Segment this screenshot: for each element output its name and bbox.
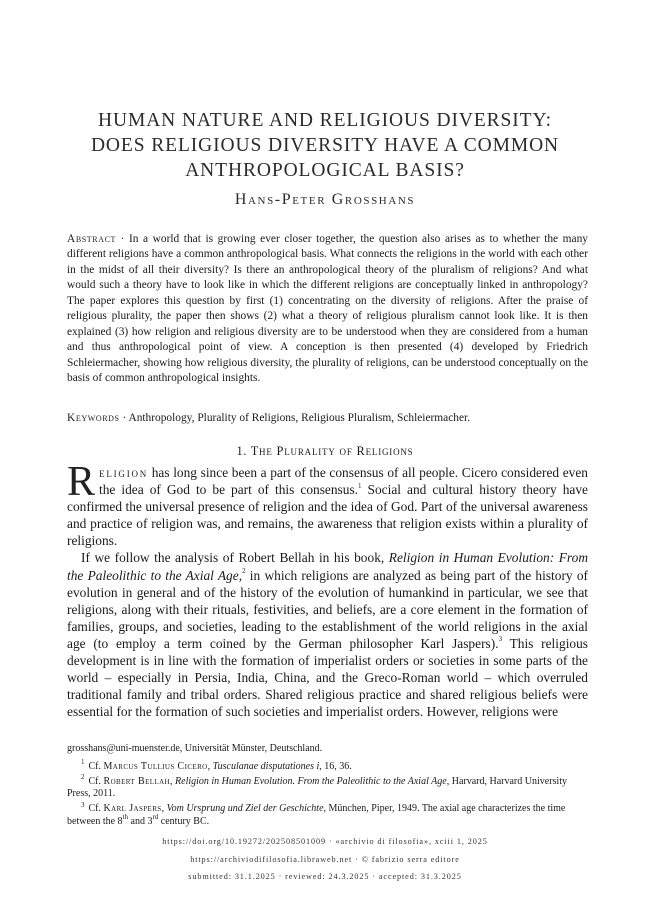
paragraph-text: If we follow the analysis of Robert Bellah in his book,	[81, 550, 389, 566]
keywords	[67, 411, 588, 426]
footnote-rest: century BC.	[158, 815, 210, 827]
footnote-rest: , München, Piper, 1949. The axial age characterizes the time between the 8	[67, 803, 566, 827]
footnote-number: 3	[81, 800, 85, 809]
footnote-prefix: Cf.	[88, 775, 104, 787]
title-line: HUMAN NATURE AND RELIGIOUS DIVERSITY:	[98, 110, 552, 131]
abstract-separator: ·	[116, 233, 129, 245]
cited-work: Tusculanae disputationes i	[212, 760, 320, 772]
cited-author: Robert Bellah	[103, 775, 171, 787]
section-title: The Plurality of Religions	[250, 444, 414, 458]
body-text	[67, 459, 589, 720]
footnote-number: 1	[81, 758, 85, 767]
paragraph-text: in which religions are analyzed as being part of the history of evolution in general and of the history of the evolution of humankind in particular, we see that religions, along with their rituals, festivities, and beliefs, are a core element in the formation of families, groups, and societies, leading to the establishment of the world religions in the axial age (to employ a term coined by the German philosopher Karl Jaspers).	[67, 567, 589, 651]
abstract-label: Abstract	[67, 233, 117, 245]
doi-line[interactable]: https://doi.org/10.19272/202508501009 · «archivio di filosofia», xciii 1, 2025	[162, 837, 488, 846]
cited-author: Marcus Tullius Cicero	[103, 760, 208, 772]
paragraph-text: Social and cultural history theory have confirmed the universal presence of religion and the idea of God. Part of the universal awareness and practice of religion was, and remains, the awareness that religion exists within a plurality of religions.	[67, 482, 588, 549]
paragraph-text: has long since been a part of the consensus of all people. Cicero considered even the idea of God to be part of this consensus.	[99, 465, 588, 498]
cited-work: Religion in Human Evolution. From the Paleolithic to the Axial Age	[175, 775, 447, 787]
footnote-sep: ,	[207, 760, 213, 772]
cited-work: Vom Ursprung und Ziel der Geschichte	[166, 803, 324, 815]
keywords-separator: ·	[119, 412, 129, 424]
website-line[interactable]: https://archiviodifilosofia.libraweb.net · © fabrizio serra editore	[190, 854, 460, 864]
imprint	[40, 833, 610, 886]
lead-word: eligion	[99, 465, 149, 480]
footnote-prefix: Cf.	[88, 803, 104, 815]
dates-line: submitted: 31.1.2025 · reviewed: 24.3.2025 · accepted: 31.3.2025	[188, 872, 462, 881]
keywords-text: Anthropology, Plurality of Religions, Religious Pluralism, Schleiermacher.	[128, 412, 471, 424]
title-line: DOES RELIGIOUS DIVERSITY HAVE A COMMON	[90, 135, 560, 156]
footnotes	[67, 743, 588, 831]
footnote-prefix: Cf.	[88, 760, 104, 772]
footnote	[67, 800, 588, 829]
footnote-sep: ,	[161, 803, 167, 815]
footnote-ref[interactable]: 1	[358, 481, 362, 490]
footnote-rest: and 3	[128, 815, 153, 827]
ordinal-suffix: th	[122, 812, 128, 821]
abstract	[67, 232, 588, 387]
footnote-rest: , 16, 36.	[319, 760, 352, 772]
drop-cap: R	[67, 459, 96, 505]
footnote-rest: , Harvard, Harvard University Press, 2011.	[67, 775, 567, 800]
keywords-label: Keywords	[67, 412, 120, 424]
author-name: Hans-Peter Grosshans	[234, 191, 416, 208]
paragraph	[67, 459, 588, 549]
footnote	[67, 773, 588, 802]
footnote-number: 2	[81, 773, 85, 782]
book-title: Religion in Human Evolution: From the Paleolithic to the Axial Age,	[67, 550, 588, 583]
cited-author: Karl Jaspers	[103, 803, 162, 815]
abstract-text: In a world that is growing ever closer together, the question also arises as to whether the many different religions have a common anthropological basis. What connects the religions in the world with each other in the midst of all their diversity? Is there an anthropological theory of the pluralism of religions? And what would such a theory have to look like in which the different religions are conceptually linked in anthropology? The paper explores this question by first (1) concentrating on the diversity of religions. After the praise of religious plurality, the paper then shows (2) what a theory of religious pluralism cannot look like. It is then explained (3) how religion and religious diversity are to be understood when they are considered from a human and thus anthropological point of view. A conception is then presented (4) developed by Friedrich Schleiermacher, showing how religious diversity, the plurality of religions, can be understood conceptually on the basis of common anthropological insights.	[67, 233, 588, 385]
footnote-ref[interactable]: 3	[498, 635, 503, 644]
title-line: ANTHROPOLOGICAL BASIS?	[185, 160, 465, 181]
footnote-sep: ,	[170, 775, 176, 787]
paragraph	[67, 549, 588, 720]
paragraph-text: This religious development is in line with the formation of imperialist orders or societies in some parts of the world – especially in Persia, India, China, and the Greco-Roman world – which overruled traditional family and tribal orders. Shared religious practice and shared religious beliefs were essential for the formation of such societies and imperialist orders. However, religions were	[67, 635, 589, 720]
ordinal-suffix: rd	[152, 812, 159, 821]
footnote	[67, 758, 588, 774]
article-title	[60, 108, 590, 183]
footnote-ref[interactable]: 2	[242, 567, 246, 576]
section-heading	[60, 444, 590, 459]
author-affiliation: grosshans@uni-muenster.de, Universität Münster, Deutschland.	[67, 743, 323, 754]
section-number: 1.	[236, 444, 247, 458]
